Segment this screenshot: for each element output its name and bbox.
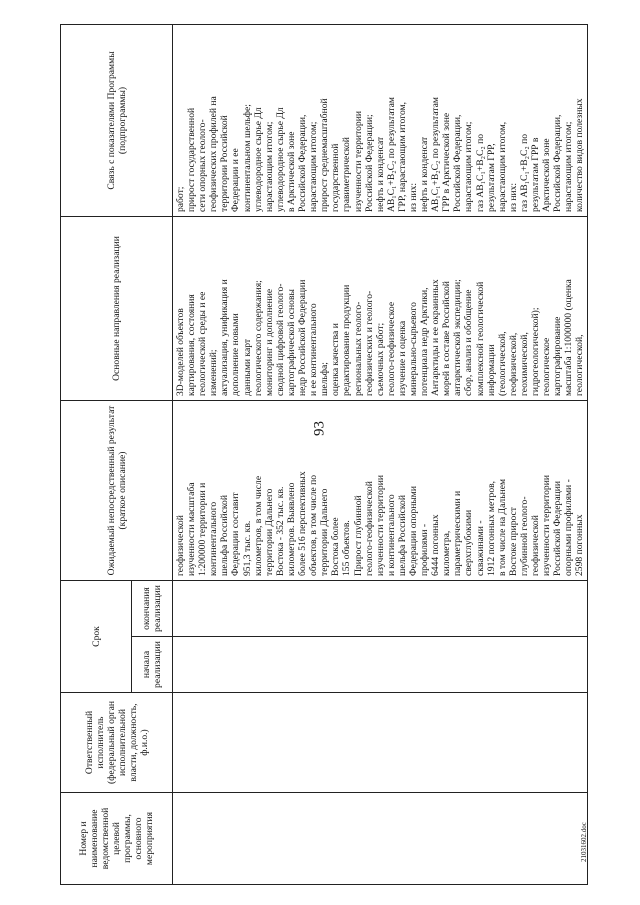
- cell-text-line: изменений;: [208, 349, 220, 396]
- header-term: Срок: [61, 581, 132, 693]
- cell-text-line: Федерации и ее: [230, 148, 242, 212]
- cell-text-line: геофизической,: [507, 332, 519, 396]
- header-indicator-link: Связь с показателями Программы (подпрограммы): [61, 25, 173, 217]
- cell-text-line: геолого-геофизической: [363, 481, 375, 576]
- cell-text-line: мониторинг и дополнение: [263, 288, 275, 396]
- cell-end-date: [173, 581, 588, 637]
- cell-text-line: 2598 погонных: [574, 514, 586, 576]
- cell-text-line: региональных геолого-: [352, 301, 364, 396]
- cell-text-line: Российской Федерации: [552, 481, 564, 576]
- cell-text-line: Прирост глубинной: [352, 495, 364, 576]
- cell-text-line: профилями -: [419, 523, 431, 576]
- cell-text-line: нарастающим итогом;: [463, 121, 475, 212]
- cell-text-line: Российской Федерации,: [552, 114, 564, 212]
- header-responsible-executor: Ответственный исполнитель (федеральный орган исполнительной власти, должность, ф.и.о.): [61, 693, 173, 793]
- cell-program-number: [173, 793, 588, 885]
- cell-text-line: Антарктиды и ее окраинных: [430, 279, 442, 396]
- cell-start-date: [173, 637, 588, 693]
- header-end-date: окончания реализации: [132, 581, 173, 637]
- cell-text-line: в Арктической зоне: [285, 131, 297, 212]
- cell-text-line: более 516 перспективных: [297, 471, 309, 576]
- cell-text-line: картографирование: [552, 316, 564, 396]
- cell-text-line: нефть и конденсат: [374, 136, 386, 212]
- cell-text-line: редактирование продукции: [341, 284, 353, 396]
- cell-text-line: актуализация, унификация и: [219, 279, 231, 396]
- cell-text-line: Востока - 352 тыс. кв.: [274, 486, 286, 576]
- cell-text-line: параметрическими и: [452, 490, 464, 576]
- program-table: [60, 24, 588, 885]
- cell-text-line: изучение и оценка: [396, 320, 408, 396]
- page-number: 93: [311, 421, 328, 436]
- cell-text-line: (геологической,: [496, 331, 508, 396]
- cell-text-line: изученности масштаба: [186, 482, 198, 576]
- cell-text-line: геофизической: [175, 515, 186, 576]
- cell-text-line: комплексной геологической: [474, 281, 486, 396]
- cell-text-line: данными карт: [241, 338, 253, 396]
- cell-text-line: нарастающим итогом;: [563, 121, 575, 212]
- cell-text-line: нарастающим итогом,: [496, 121, 508, 212]
- cell-text-line: нарастающим итогом;: [308, 121, 320, 212]
- cell-text-line: 3D-моделей объектов: [175, 308, 186, 396]
- cell-text-line: сети опорных геолого-: [197, 119, 209, 212]
- cell-text-line: Федерации составит: [230, 492, 242, 576]
- cell-text-line: изученности территории: [352, 111, 364, 212]
- cell-text-line: результатам ГРР в: [530, 137, 541, 212]
- cell-text-line: оценка качества и: [330, 323, 342, 396]
- cell-text-line: гравиметрической: [341, 137, 353, 212]
- cell-text-line: минерально-сырьевого: [407, 302, 419, 396]
- cell-text-line: информации: [485, 344, 497, 396]
- cell-text-line: газ АВ₁С₁+В₂С₂ по: [518, 133, 530, 212]
- cell-text-line: газ АВ₁С₁+В₂С₂ по: [474, 133, 486, 212]
- cell-text-line: и ее континентального: [308, 303, 320, 396]
- cell-text-line: опорными профилями -: [563, 479, 575, 576]
- cell-text-line: глубинной геолого-: [518, 496, 530, 576]
- program-table-landscape: [60, 25, 600, 885]
- cell-main-directions: [173, 217, 588, 401]
- cell-text-line: картографической основы: [285, 289, 297, 396]
- cell-text-line: АВ₁С₁+В₂С₂ по результатам: [430, 97, 442, 212]
- cell-text-line: континентальном шельфе;: [241, 104, 253, 212]
- cell-text-line: недр Российской Федерации: [297, 279, 309, 396]
- cell-text-line: геолого-геофизическое: [385, 301, 397, 396]
- document-id: 21031602.doc: [580, 822, 588, 862]
- cell-text-line: нефть и конденсат: [419, 136, 431, 212]
- cell-text-line: километра,: [441, 530, 453, 576]
- cell-text-line: антарктической экспедиции;: [452, 279, 464, 396]
- cell-text-line: шельфа Российской: [396, 495, 408, 576]
- cell-text-line: морей в составе Российской: [441, 281, 453, 396]
- header-start-date: начала реализации: [132, 637, 173, 693]
- cell-text-line: гидрогеологической);: [530, 307, 541, 396]
- cell-text-line: дополнение новыми: [230, 313, 242, 396]
- cell-text-line: территории Дальнего: [319, 488, 331, 576]
- cell-text-line: 951,3 тыс. кв.: [241, 520, 253, 576]
- cell-text-line: прирост среднемасштабной: [319, 98, 331, 212]
- cell-text-line: углеводородное сырье Дл: [274, 107, 286, 212]
- cell-text-line: 1912 погонных метров,: [485, 480, 497, 576]
- cell-text-line: 6444 погонных: [430, 514, 442, 576]
- cell-text-line: шельфа;: [319, 362, 331, 396]
- cell-text-line: из них:: [507, 182, 519, 212]
- cell-text-line: Арктической зоне: [541, 138, 553, 212]
- cell-text-line: работ;: [175, 186, 186, 212]
- cell-expected-result: [173, 401, 588, 581]
- cell-text-line: государственной: [330, 143, 342, 212]
- cell-text-line: Российской Федерации,: [297, 114, 309, 212]
- cell-text-line: Востока более: [330, 517, 342, 576]
- cell-text-line: сводной цифровой геолого-: [274, 283, 286, 396]
- cell-text-line: углеводородное сырье Дл: [252, 107, 264, 212]
- cell-text-line: ГРР, нарастающим итогом,: [396, 101, 408, 212]
- cell-text-line: геологической,: [574, 334, 586, 396]
- cell-text-line: километров, в том числе: [252, 475, 264, 576]
- cell-text-line: Федерации опорными: [407, 485, 419, 576]
- cell-text-line: в том числе на Дальнем: [496, 478, 508, 576]
- cell-text-line: скважинами -: [474, 520, 486, 576]
- cell-text-line: потенциала недр Арктики,: [419, 287, 431, 396]
- cell-text-line: Российской Федерации,: [452, 114, 464, 212]
- cell-text-line: территории Российской: [219, 115, 231, 212]
- cell-text-line: сверхглубокими: [463, 509, 475, 576]
- cell-text-line: и континентального: [385, 494, 397, 576]
- cell-text-line: ГРР в Арктической зоне: [441, 112, 453, 212]
- cell-text-line: территории Дальнего: [263, 488, 275, 576]
- cell-text-line: из них:: [407, 182, 419, 212]
- cell-text-line: Востоке прирост: [507, 507, 519, 576]
- cell-text-line: геологического содержания;: [252, 280, 264, 396]
- cell-text-line: масштаба 1:1000000 (оценка: [563, 279, 575, 396]
- cell-responsible-executor: [173, 693, 588, 793]
- cell-text-line: Российской Федерации;: [363, 114, 375, 212]
- cell-text-line: геологической среды и ее: [197, 291, 209, 396]
- cell-text-line: изученности территории: [541, 475, 553, 576]
- cell-text-line: нарастающим итогом;: [263, 121, 275, 212]
- cell-text-line: 155 объектов.: [341, 520, 353, 576]
- cell-text-line: картирования, состояния: [186, 294, 198, 396]
- header-program-number: Номер и наименование ведомственной целевой программы, основного мероприятия: [61, 793, 173, 885]
- table-row: [173, 25, 588, 885]
- header-expected-result: Ожидаемый непосредственный результат (краткое описание): [61, 401, 173, 581]
- cell-indicator-link: [173, 25, 588, 217]
- cell-text-line: геофизической: [530, 515, 541, 576]
- cell-text-line: шельфа Российской: [219, 495, 231, 576]
- cell-text-line: результатам ГРР,: [485, 143, 497, 212]
- header-main-directions: Основные направления реализации: [61, 217, 173, 401]
- cell-text-line: геохимической,: [518, 332, 530, 396]
- cell-text-line: количество видов полезных: [574, 98, 586, 212]
- cell-text-line: километров. Выявлено: [285, 482, 297, 576]
- cell-text-line: объектов, в том числе по: [308, 474, 320, 576]
- cell-text-line: сбор, анализ и обобщение: [463, 289, 475, 396]
- cell-text-line: прирост государственной: [186, 107, 198, 212]
- cell-text-line: геофизических профилей на: [208, 96, 220, 212]
- cell-text-line: геофизических и геолого-: [363, 290, 375, 396]
- cell-text-line: геологическое: [541, 337, 553, 396]
- cell-text-line: 1:200000 территории и: [197, 482, 209, 576]
- cell-text-line: континентального: [208, 501, 220, 576]
- cell-text-line: съемочных работ;: [374, 322, 386, 396]
- cell-text-line: изученности территории: [374, 475, 386, 576]
- cell-text-line: АВ₁С₁+В₂С₂ по результатам: [385, 97, 397, 212]
